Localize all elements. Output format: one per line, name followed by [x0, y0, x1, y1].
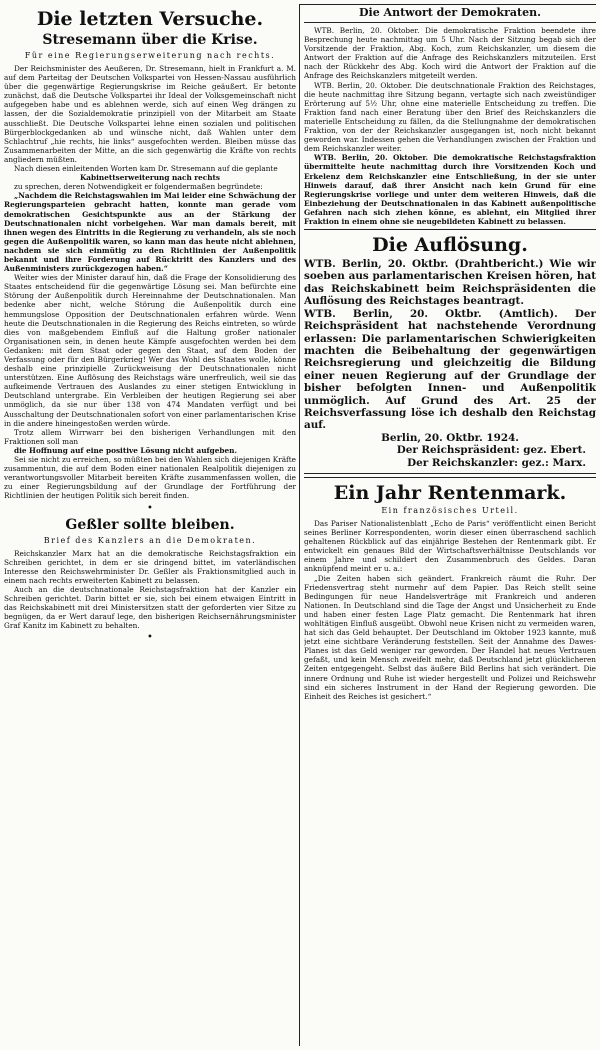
paragraph: Nach diesen einleitenden Worten kam Dr. Stresemann auf die geplante [14, 164, 278, 174]
paragraph: WTB. Berlin, 20. Oktober. Die deutschnationale Fraktion des Reichstages, die heute nachmittag ihre Sitzung begann, vertagte sich nach zweistündiger Erörterung auf 5½ Uhr, ohne eine materielle Entscheidung zu treffen. Die Fraktion fand nach einer Beratung über den Brief des Reichskanzlers die materielle Entscheidung zu fällen, da die Stellungnahme der demokratischen Fraktion, von der der Reichskanzler ausgegangen ist, noch nicht bekannt geworden war. Indessen gehen die Verhandlungen zwischen der Fraktion und dem Reichskanzler weiter. [304, 80, 596, 154]
article-title: Ein Jahr Rentenmark. [333, 481, 567, 504]
quote-paragraph: „Die Zeiten haben sich geändert. Frankreich räumt die Ruhr. Der Friedensvertrag steht nurmehr auf dem Papier. Das Reich stellt seine Bedingungen für neue Handelsverträge mit Frankreich und anderen Nationen. In Deutschland sind die Tage der Angst und Unsicherheit zu Ende und haben einer festen Lage Platz gemacht. Die Rentenmark hat ihren wohltätigen Einfluß ausgeübt. Obwohl neue Krisen nicht zu vermeiden waren, hat sich das Geld behauptet. Der Deutschland im Oktober 1923 kannte, muß jetzt eine sichtbare Veränderung feststellen. Seit der Annahme des Dawes-Planes ist das Geld weniger rar geworden. Der Handel hat neues Vertrauen gefaßt, und kein Mensch zweifelt mehr, daß Deutschland jetzt glücklicheren Zeiten entgegengeht. Selbst das äußere Bild Berlins hat sich verändert. Die innere Ordnung und Ruhe ist wieder hergestellt und Polizei und Reichswehr sind ein sicheres Instrument in der Hand der Regierung geworden. Die Einheit des Reiches ist gesichert.“ [304, 573, 596, 701]
article-title: Stresemann über die Krise. [42, 32, 258, 48]
dateline: Berlin, 20. Oktbr. 1924. [381, 431, 519, 444]
separator-dot: • [147, 632, 153, 644]
right-column [304, 4, 596, 1046]
paragraph: Sei sie nicht zu erreichen, so müßten bei den Wahlen sich diejenigen Kräfte zusammentun, die auf dem Boden einer nationalen Realpolitik diejenigen zu verantwortungsvoller Mitarbeit bereiten Kräfte zusammenfassen wollen, die zu einer Regierungsbildung auf der Grundlage der Fortführung der Richtlinien der heutigen Politik sich bereit finden. [4, 455, 296, 501]
paragraph: Der Reichsminister des Aeußeren, Dr. Stresemann, hielt in Frankfurt a. M. auf dem Parteitag der Deutschen Volkspartei von Hessen-Nassau ausführlich über die gegenwärtige Regierungskrise im Reiche geäußert. Er betonte zunächst, daß die Deutsche Volkspartei ihr Ideal der Volksgemeinschaft nicht aufgegeben habe und es ablehnen werde, sich auf einen Weg drängen zu lassen, der die Sozialdemokratie prinzipiell von der Mitarbeit am Staate ausschließt. Die Deutsche Volkspartei lehne einen sozialen und politischen Bürgerblockgedanken ab und wünsche nicht, daß Wahlen unter dem Schlachtruf „hie rechts, hie links“ ausgefochten werden. Bleiben müsse das Zusammenarbeiten der Mitte, an die sich gegenwärtig die Kräfte von rechts angliedern müßten. [4, 64, 296, 164]
signature-chancellor: Der Reichskanzler: gez.: Marx. [407, 456, 586, 469]
emphasis-line: Kabinettserweiterung nach rechts [79, 173, 221, 183]
article-subtitle: Für eine Regierungserweiterung nach rechts. [24, 51, 276, 60]
article-title: Die Auflösung. [372, 234, 528, 257]
double-divider [304, 473, 596, 478]
emphasis-line: die Hoffnung auf eine positive Lösung nicht aufgeben. [14, 445, 237, 455]
paragraph: WTB. Berlin, 20. Oktober. Die demokratische Reichstagsfraktion übermittelte heute nachmittag durch ihre Vorsitzenden Koch und Erkelenz dem Reichskanzler eine Entschließung, in der sie unter Hinweis darauf, daß ihrer Ansicht nach kein Grund für eine Regierungskrise vorliege und unter dem weiteren Hinweis, daß die Einbeziehung der Deutschnationalen in das Kabinett außenpolitische Gefahren nach sich ziehen könne, es ablehnt, ein Mitglied ihrer Fraktion in einem ohne sie neugebildeten Kabinett zu belassen. [304, 153, 596, 226]
paragraph: Weiter wies der Minister darauf hin, daß die Frage der Konsolidierung des Staates entscheidend für die gegenwärtige Lösung sei. Man befürchte eine Störung der Außenpolitik durch Hereinnahme der Deutschnationalen. Man bedenke aber nicht, welche Störung die Außenpolitik durch eine hemmungslose Opposition der Deutschnationalen erfahren würde. Wenn heute die Deutschnationalen in die Regierung des Reichs eintreten, so würde dies von maßgebendem Einfluß auf die Haltung großer nationaler Organisationen sein, in denen heute Kämpfe ausgefochten werden bei dem Gedanken: mit dem Staat oder gegen den Staat, auf dem Boden der Verfassung oder für den Bürgerkrieg! Wer das Wohl des Staates wolle, könne deshalb eine prinzipielle Zurückweisung der Deutschnationalen nicht unterstützen. Eine Auflösung des Reichstags wäre unerfreulich, weil sie das aufkeimende Vertrauen des Auslandes zu einer stetigen Entwicklung in Deutschland untergrabe. Ein Verbleiben der heutigen Regierung sei aber unmöglich, da sie nur über 138 von 474 Mandaten verfügt und bei Ausschaltung der Deutschnationalen sofort von einer parlamentarischen Krise in die andere hineingestoßen werden würde. [4, 273, 296, 428]
main-headline: Die letzten Versuche. [36, 8, 264, 30]
article-antwort [304, 6, 596, 226]
paragraph: WTB. Berlin, 20. Oktober. Die demokratische Fraktion beendete ihre Besprechung heute nachmittag um 5 Uhr. Nach der Sitzung begab sich der Vorsitzende der Fraktion, Abg. Koch, zum Reichskanzler, um diesem die Antwort der Fraktion auf die Anfrage des Reichskanzlers mitzuteilen. Erst nach der Rückkehr des Abg. Koch wird die Antwort der Fraktion auf die Anfrage des Reichskanzlers mitgeteilt werden. [304, 26, 596, 81]
divider [304, 22, 596, 23]
article-subtitle: Ein französisches Urteil. [381, 505, 519, 515]
article-gessler [4, 517, 296, 645]
article-aufloesung [304, 234, 596, 469]
article-title: Geßler sollte bleiben. [65, 516, 235, 533]
paragraph: WTB. Berlin, 20. Oktbr. (Drahtbericht.) Wie wir soeben aus parlamentarischen Kreisen hören, hat das Reichskabinett beim Reichspräsidenten die Auflösung des Reichstages beantragt. [304, 258, 596, 308]
signature-president: Der Reichspräsident: gez. Ebert. [396, 444, 586, 457]
paragraph: Das Pariser Nationalistenblatt „Echo de Paris“ veröffentlicht einen Bericht seines Berliner Korrespondenten, worin dieser einen überraschend sachlich gehaltenen Rückblick auf das einjährige Bestehen der Rentenmark gibt. Er entwickelt ein genaues Bild der Wirtschaftsverhältnisse Deutschlands vor einem Jahre und schildert den Zusammenbruch des Geldes. Daran anknüpfend meint er u. a.: [304, 518, 596, 574]
quote-paragraph: „Nachdem die Reichstagswahlen im Mai leider eine Schwächung der Regierungsparteien gebracht hatten, konnte man gerade vom demokratischen Gesichtspunkte aus an der Stärkung der Deutschnationalen nicht vorbeigehen. War man damals bereit, mit ihnen wegen des Eintritts in die Regierung zu verhandeln, als sie noch gegen die Außenpolitik waren, so kann man das heute nicht ablehnen, nachdem sie sich einmütig zu den Richtlinien der Außenpolitik bekannt und ihre Forderung auf Rücktritt des Kanzlers und des Außenministers zurückgezogen haben.“ [4, 191, 296, 274]
divider [304, 229, 596, 230]
article-subtitle: Brief des Kanzlers an die Demokraten. [43, 535, 257, 545]
left-column [4, 4, 296, 1046]
paragraph: WTB. Berlin, 20. Oktbr. (Amtlich). Der Reichspräsident hat nachstehende Verordnung erlassen: Die parlamentarischen Schwierigkeiten machten die Beibehaltung der gegenwärtigen Reichsregierung und gleichzeitig die Bildung einer neuen Regierung auf der Grundlage der bisher befolgten Innen- und Außenpolitik unmöglich. Auf Grund des Art. 25 der Reichsverfassung löse ich deshalb den Reichstag auf. [304, 307, 596, 432]
paragraph: zu sprechen, deren Notwendigkeit er folgendermaßen begründete: [14, 182, 263, 192]
paragraph: Reichskanzler Marx hat an die demokratische Reichstagsfraktion ein Schreiben gerichtet, in dem er sie dringend bittet, im vaterländischen Interesse den Reichswehrminister Dr. Geßler als Fraktionsmitglied auch in einem nach rechts erweiterten Kabinett zu belassen. [4, 548, 296, 585]
article-stresemann [4, 32, 296, 515]
column-rule [299, 4, 300, 1046]
article-rentenmark [304, 482, 596, 701]
paragraph: Trotz allem Wirrwarr bei den bisherigen Verhandlungen mit den Fraktionen soll man [4, 427, 296, 446]
article-title: Die Antwort der Demokraten. [359, 6, 541, 19]
paragraph: Auch an die deutschnationale Reichstagsfraktion hat der Kanzler ein Schreiben gerichtet. Darin bittet er sie, sich bei einem etwaigen Eintritt in das Reichskabinett mit drei Ministersitzen statt der geforderten vier Sitze zu begnügen, da er Wert darauf lege, den bisherigen Reichsernährungsminister Graf Kanitz im Kabinett zu behalten. [4, 584, 296, 631]
separator-dot: • [147, 502, 153, 514]
